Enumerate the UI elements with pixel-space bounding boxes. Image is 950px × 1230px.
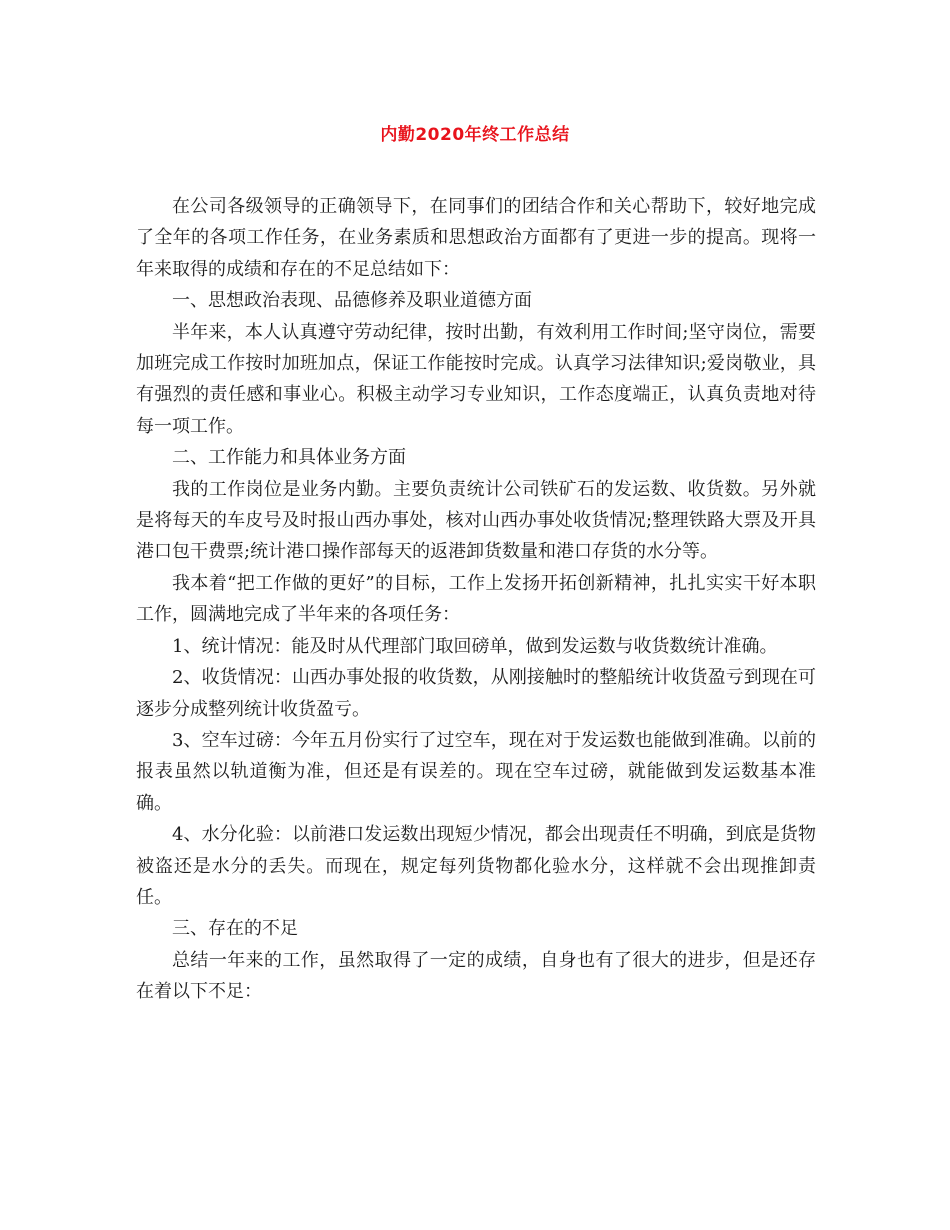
body-paragraph: 我的工作岗位是业务内勤。主要负责统计公司铁矿石的发运数、收货数。另外就是将每天的车皮号及时报山西办事处，核对山西办事处收货情况;整理铁路大票及开具港口包干费票;统计港口操作部每天的返港卸货数量和港口存货的水分等。 (136, 478, 816, 563)
intro-paragraph: 在公司各级领导的正确领导下，在同事们的团结合作和关心帮助下，较好地完成了全年的各项工作任务，在业务素质和思想政治方面都有了更进一步的提高。现将一年来取得的成绩和存在的不足总结如下： (136, 196, 816, 280)
section-heading-2: 二、工作能力和具体业务方面 (172, 447, 406, 469)
body-paragraph: 半年来，本人认真遵守劳动纪律，按时出勤，有效利用工作时间;坚守岗位，需要加班完成工作按时加班加点，保证工作能按时完成。认真学习法律知识;爱岗敬业，具有强烈的责任感和事业心。积极主动学习专业知识，工作态度端正，认真负责地对待每一项工作。 (136, 321, 816, 437)
list-item: 2、收货情况：山西办事处报的收货数，从刚接触时的整船统计收货盈亏到现在可逐步分成整列统计收货盈亏。 (136, 667, 816, 720)
list-item: 4、水分化验：以前港口发运数出现短少情况，都会出现责任不明确，到底是货物被盗还是水分的丢失。而现在，规定每列货物都化验水分，这样就不会出现推卸责任。 (136, 824, 816, 908)
list-item: 3、空车过磅：今年五月份实行了过空车，现在对于发运数也能做到准确。以前的报表虽然以轨道衡为准，但还是有误差的。现在空车过磅，就能做到发运数基本准确。 (136, 729, 816, 814)
section-heading-1: 一、思想政治表现、品德修养及职业道德方面 (172, 290, 532, 312)
document-body (136, 191, 816, 1008)
document-title: 内勤2020年终工作总结 (380, 125, 570, 145)
body-paragraph: 我本着“把工作做的更好”的目标，工作上发扬开拓创新精神，扎扎实实干好本职工作，圆满地完成了半年来的各项任务： (136, 572, 816, 626)
list-item: 1、统计情况：能及时从代理部门取回磅单，做到发运数与收货数统计准确。 (172, 635, 778, 657)
body-paragraph: 总结一年来的工作，虽然取得了一定的成绩，自身也有了很大的进步，但是还存在着以下不足： (136, 949, 816, 1003)
section-heading-3: 三、存在的不足 (172, 918, 298, 940)
